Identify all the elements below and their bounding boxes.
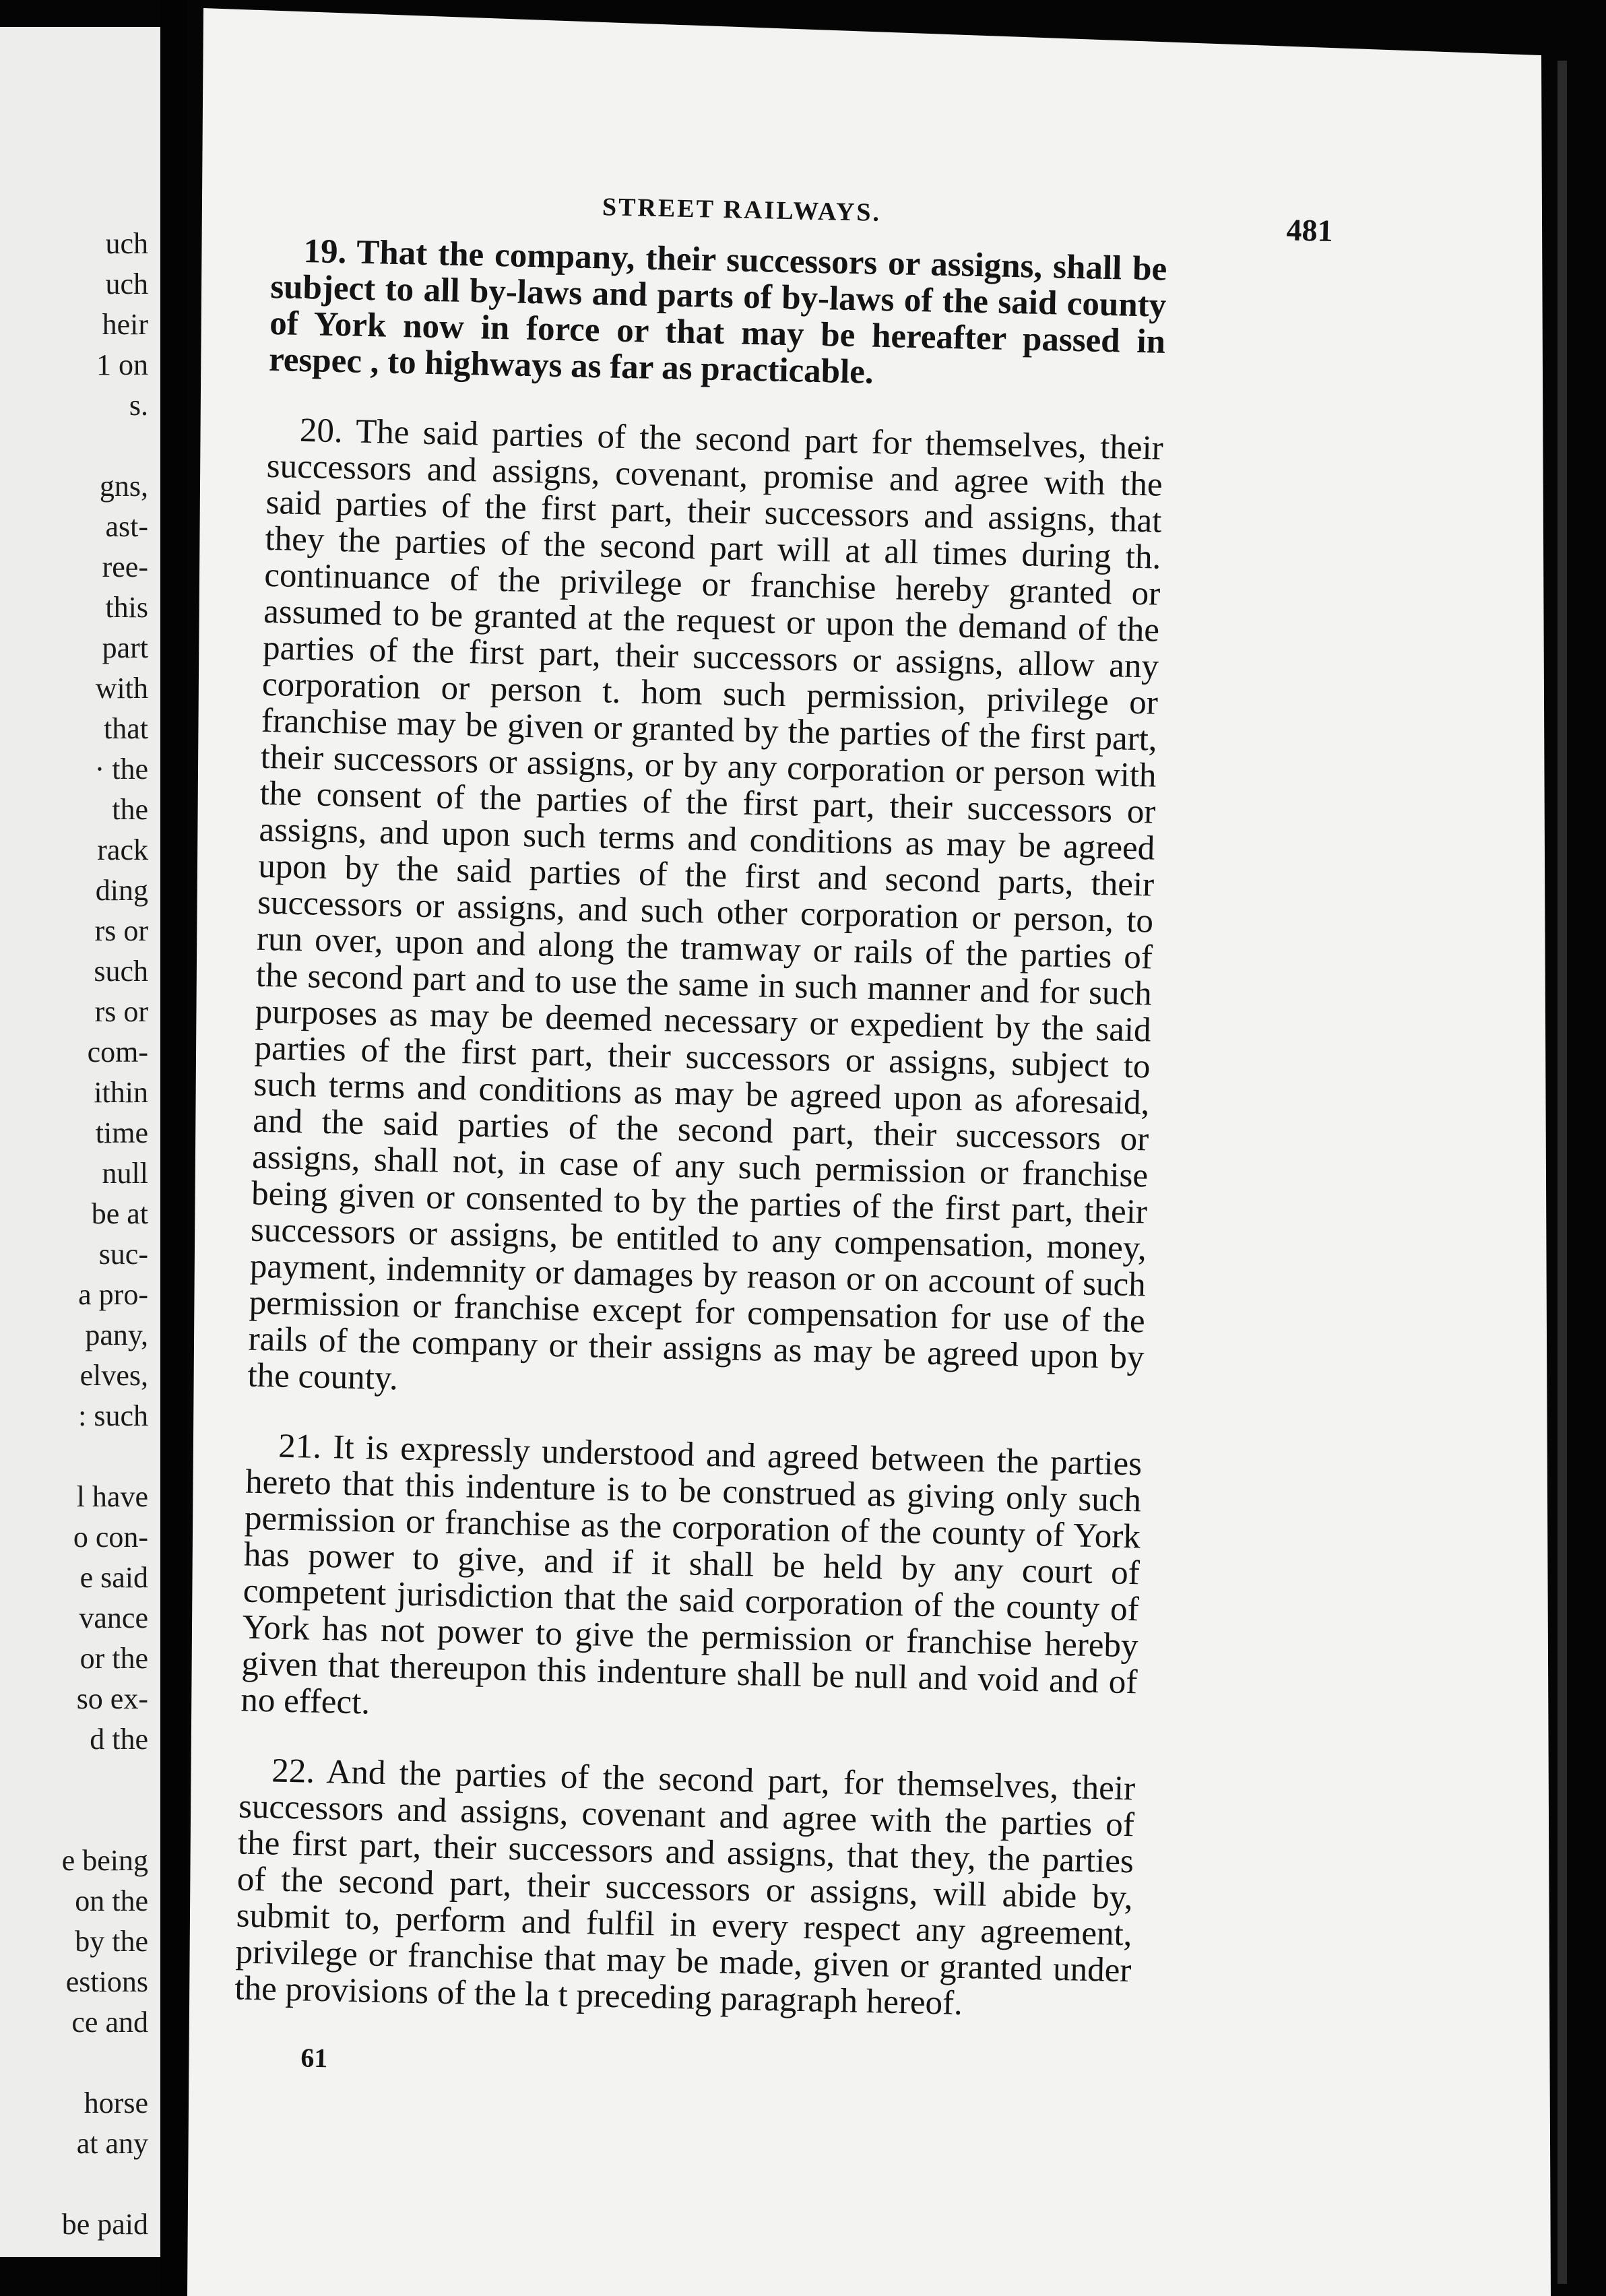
facing-page-line: vance xyxy=(79,1601,148,1634)
facing-page-line: be paid xyxy=(61,2208,148,2241)
facing-page-line: at any xyxy=(76,2127,148,2160)
facing-page-line: with xyxy=(95,672,148,705)
facing-page-line: that xyxy=(104,712,148,745)
page-number: 481 xyxy=(1285,212,1334,248)
facing-page-line: ding xyxy=(95,874,148,907)
facing-page-line: gns, xyxy=(99,470,148,503)
running-head-title: STREET RAILWAYS. xyxy=(602,193,882,227)
facing-page-line: estions xyxy=(65,1965,148,1998)
paragraph-19: 19. That the company, their successors or assigns, shall be subject to all by-laws and parts of by-laws of the said county of York now in force or that may be hereafter passed in respec , to highways as far as practicable. xyxy=(268,232,1167,391)
facing-page-line: time xyxy=(95,1116,148,1149)
facing-page-line: 1 on xyxy=(96,348,148,381)
facing-page-line: so ex- xyxy=(76,1682,148,1715)
facing-page-line: elves, xyxy=(79,1359,148,1392)
facing-page-line: s. xyxy=(129,389,148,422)
facing-page-line: rack xyxy=(97,833,148,866)
facing-page-line: ast- xyxy=(105,510,148,543)
facing-page-line: a pro- xyxy=(78,1278,148,1311)
facing-page-line: pany, xyxy=(85,1318,148,1351)
facing-page-line: suc- xyxy=(98,1238,148,1271)
facing-page-line: rs or xyxy=(94,914,148,947)
facing-page-line: be at xyxy=(91,1197,148,1230)
facing-page-line: · the xyxy=(94,753,148,786)
facing-page-line: o con- xyxy=(73,1521,148,1554)
paragraph-21: 21. It is expressly understood and agreed between the parties hereto that this indenture is to be construed as giving only such permission or franchise as the corporation of the county of York has power to give, and if it shall be held by any court of competent jurisdiction that the said corporation of the county of York has not power to give the permission or franchise hereby given that thereupon this indenture shall be null and void and of no effect. xyxy=(240,1427,1143,1722)
facing-page-line: uch xyxy=(105,227,148,260)
facing-page-line: e being xyxy=(61,1844,148,1877)
facing-page-line: ithin xyxy=(94,1076,148,1109)
binding-gutter xyxy=(160,0,187,2296)
facing-page-line: d the xyxy=(90,1723,148,1756)
facing-page-line: by the xyxy=(75,1925,148,1958)
facing-page-line: null xyxy=(102,1157,148,1190)
facing-page-line: the xyxy=(112,793,148,826)
paragraph-20: 20. The said parties of the second part for themselves, their successors and assigns, covenant, promise and agree with the said parties of the first part, their successors and assigns, that they the parties of the second part will at all times during th. continuance of the privilege or franchise hereby granted or assumed to be granted at the request or upon the demand of the parties of the first part, their successors or assigns, allow any corporation or person t. hom such permission, privilege or franchise may be given or granted by the parties of the first part, their successors or assigns, or by any corporation or person with the consent of the parties of the first part, their successors or assigns, and upon such terms and conditions as may be agreed upon by the said parties of the first and second parts, their successors or assigns, and such other corporation or person, to run over, upon and along the tramway or rails of the parties of the second part and to use the same in such manner and for such purposes as may be deemed necessary or expedient by the said parties of the first part, their successors or assigns, subject to such terms and conditions as may be agreed upon as aforesaid, and the said parties of the second part, their successors or assigns, shall not, in case of any such permission or franchise being given or consented to by the parties of the first part, their successors or assigns, be entitled to any compensation, money, payment, indemnity or damages by reason or on account of such permission or franchise except for compensation for use of the rails of the company or their assigns as may be agreed upon by the county. xyxy=(247,411,1164,1398)
paragraph-22: 22. And the parties of the second part, for themselves, their successors and assigns, covenant and agree with the parties of the first part, their successors and assigns, that they, the parties of the second part, their successors or assigns, will abide by, submit to, perform and fulfil in every respect any agreement, privilege or franchise that may be made, given or granted under the provisions of the la t preceding paragraph hereof. xyxy=(234,1752,1136,2023)
facing-page-line: com- xyxy=(87,1035,148,1069)
facing-page-line: l have xyxy=(76,1480,148,1513)
facing-page-line: e said xyxy=(79,1561,148,1594)
signature-mark: 61 xyxy=(300,2042,328,2074)
facing-page-line: rs or xyxy=(94,995,148,1028)
facing-page-line: : such xyxy=(78,1399,148,1432)
page-edge xyxy=(1551,0,1606,2296)
facing-page-line: uch xyxy=(105,267,148,300)
facing-page-line: ree- xyxy=(102,550,148,583)
facing-page-line: on the xyxy=(75,1884,148,1917)
facing-page-line: or the xyxy=(79,1642,148,1675)
facing-page-line: such xyxy=(94,955,148,988)
facing-page-line: heir xyxy=(102,308,148,341)
facing-page-fragment xyxy=(0,27,160,2257)
facing-page-line: ce and xyxy=(71,2006,148,2039)
facing-page-line: this xyxy=(105,591,148,624)
facing-page-line: part xyxy=(102,631,148,664)
facing-page-line: horse xyxy=(84,2086,148,2119)
page-text-block xyxy=(233,172,1334,2091)
